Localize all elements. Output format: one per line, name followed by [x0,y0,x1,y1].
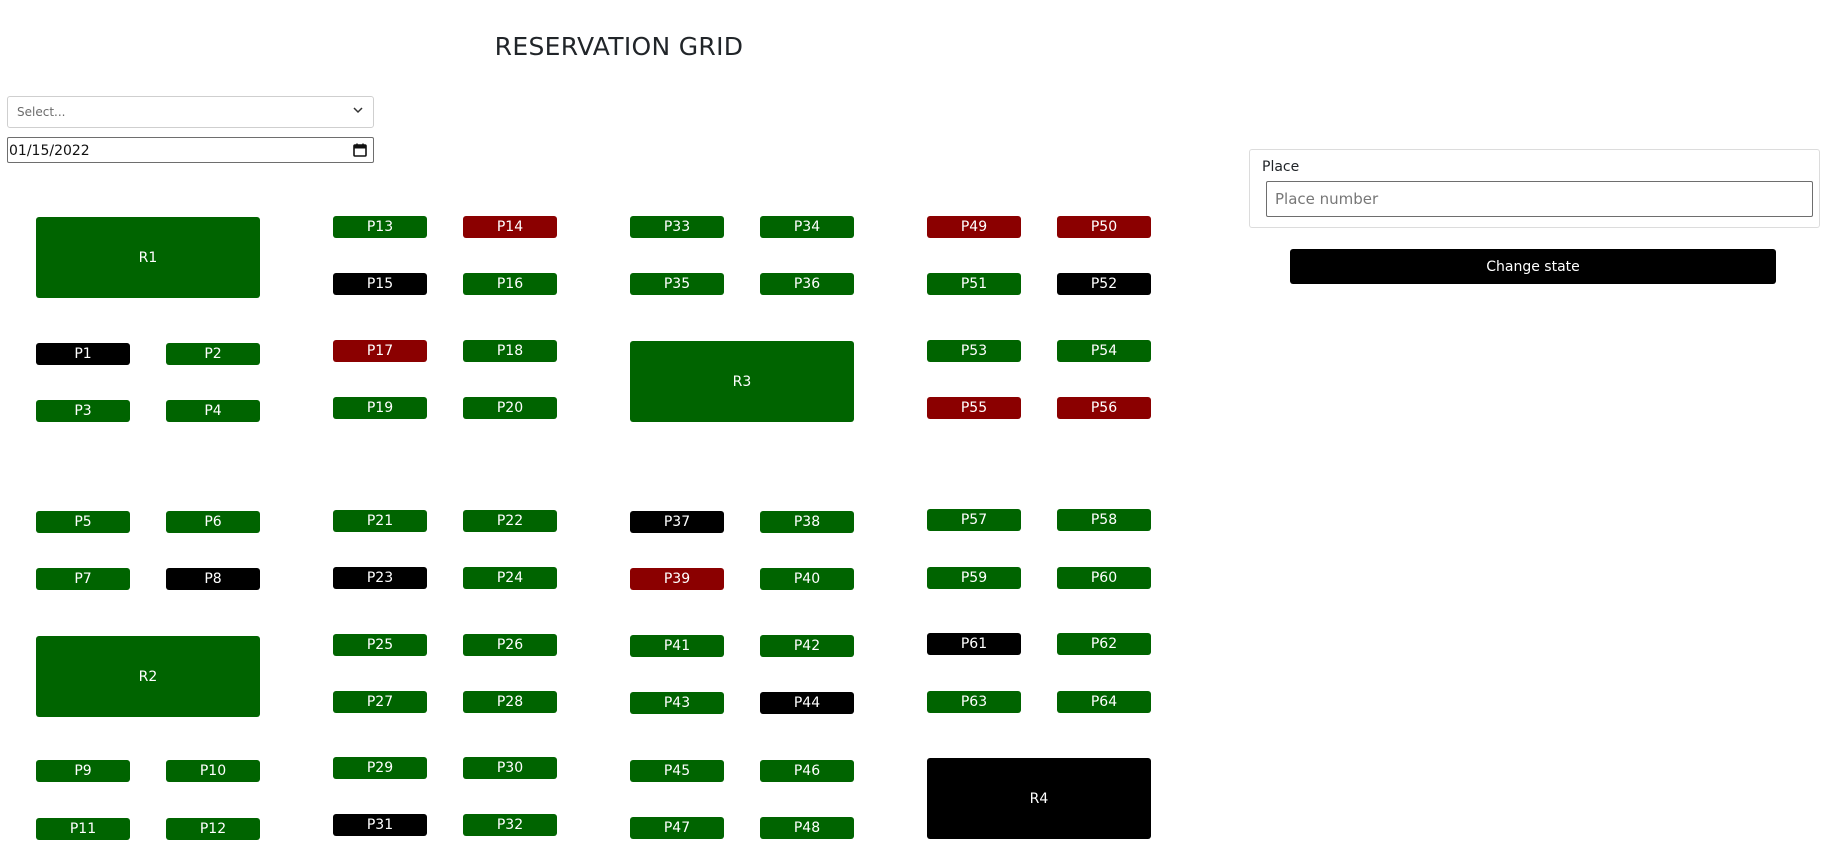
place-cell[interactable]: P30 [463,757,557,779]
place-cell[interactable]: P24 [463,567,557,589]
place-cell[interactable]: P62 [1057,633,1151,655]
room-cell[interactable]: R1 [36,217,260,298]
place-cell[interactable]: P9 [36,760,130,782]
place-cell[interactable]: P56 [1057,397,1151,419]
room-cell[interactable]: R4 [927,758,1151,839]
change-state-button[interactable]: Change state [1290,249,1776,284]
place-cell[interactable]: P26 [463,634,557,656]
place-cell[interactable]: P31 [333,814,427,836]
place-cell[interactable]: P52 [1057,273,1151,295]
place-cell[interactable]: P16 [463,273,557,295]
place-cell[interactable]: P34 [760,216,854,238]
place-cell[interactable]: P63 [927,691,1021,713]
place-cell[interactable]: P39 [630,568,724,590]
place-cell[interactable]: P55 [927,397,1021,419]
place-cell[interactable]: P17 [333,340,427,362]
calendar-icon[interactable] [352,142,368,158]
place-cell[interactable]: P6 [166,511,260,533]
place-cell[interactable]: P12 [166,818,260,840]
room-cell[interactable]: R2 [36,636,260,717]
place-number-input[interactable] [1266,181,1813,217]
place-cell[interactable]: P22 [463,510,557,532]
place-cell[interactable]: P15 [333,273,427,295]
place-cell[interactable]: P47 [630,817,724,839]
date-value: 01/15/2022 [9,143,90,159]
place-cell[interactable]: P21 [333,510,427,532]
place-cell[interactable]: P60 [1057,567,1151,589]
place-cell[interactable]: P19 [333,397,427,419]
place-cell[interactable]: P37 [630,511,724,533]
place-cell[interactable]: P13 [333,216,427,238]
place-cell[interactable]: P42 [760,635,854,657]
place-cell[interactable]: P2 [166,343,260,365]
place-cell[interactable]: P18 [463,340,557,362]
place-cell[interactable]: P53 [927,340,1021,362]
place-cell[interactable]: P49 [927,216,1021,238]
place-cell[interactable]: P48 [760,817,854,839]
place-cell[interactable]: P4 [166,400,260,422]
place-cell[interactable]: P43 [630,692,724,714]
place-cell[interactable]: P20 [463,397,557,419]
place-cell[interactable]: P8 [166,568,260,590]
place-cell[interactable]: P64 [1057,691,1151,713]
place-cell[interactable]: P36 [760,273,854,295]
place-cell[interactable]: P54 [1057,340,1151,362]
place-cell[interactable]: P11 [36,818,130,840]
place-cell[interactable]: P29 [333,757,427,779]
place-cell[interactable]: P32 [463,814,557,836]
place-cell[interactable]: P45 [630,760,724,782]
place-cell[interactable]: P5 [36,511,130,533]
place-cell[interactable]: P14 [463,216,557,238]
place-label: Place [1262,159,1300,175]
place-cell[interactable]: P33 [630,216,724,238]
select-placeholder: Select... [17,105,66,119]
date-input[interactable] [7,137,374,163]
place-cell[interactable]: P50 [1057,216,1151,238]
place-cell[interactable]: P41 [630,635,724,657]
place-cell[interactable]: P46 [760,760,854,782]
chevron-down-icon [351,103,365,117]
place-panel [1249,149,1820,228]
place-cell[interactable]: P27 [333,691,427,713]
place-cell[interactable]: P38 [760,511,854,533]
place-cell[interactable]: P10 [166,760,260,782]
room-cell[interactable]: R3 [630,341,854,422]
place-cell[interactable]: P25 [333,634,427,656]
place-cell[interactable]: P44 [760,692,854,714]
place-cell[interactable]: P23 [333,567,427,589]
place-cell[interactable]: P7 [36,568,130,590]
place-cell[interactable]: P58 [1057,509,1151,531]
place-cell[interactable]: P28 [463,691,557,713]
place-cell[interactable]: P35 [630,273,724,295]
page-title: RESERVATION GRID [494,32,744,61]
place-cell[interactable]: P40 [760,568,854,590]
place-cell[interactable]: P59 [927,567,1021,589]
place-cell[interactable]: P3 [36,400,130,422]
place-cell[interactable]: P57 [927,509,1021,531]
type-select[interactable] [7,96,374,128]
place-cell[interactable]: P61 [927,633,1021,655]
place-cell[interactable]: P51 [927,273,1021,295]
place-cell[interactable]: P1 [36,343,130,365]
